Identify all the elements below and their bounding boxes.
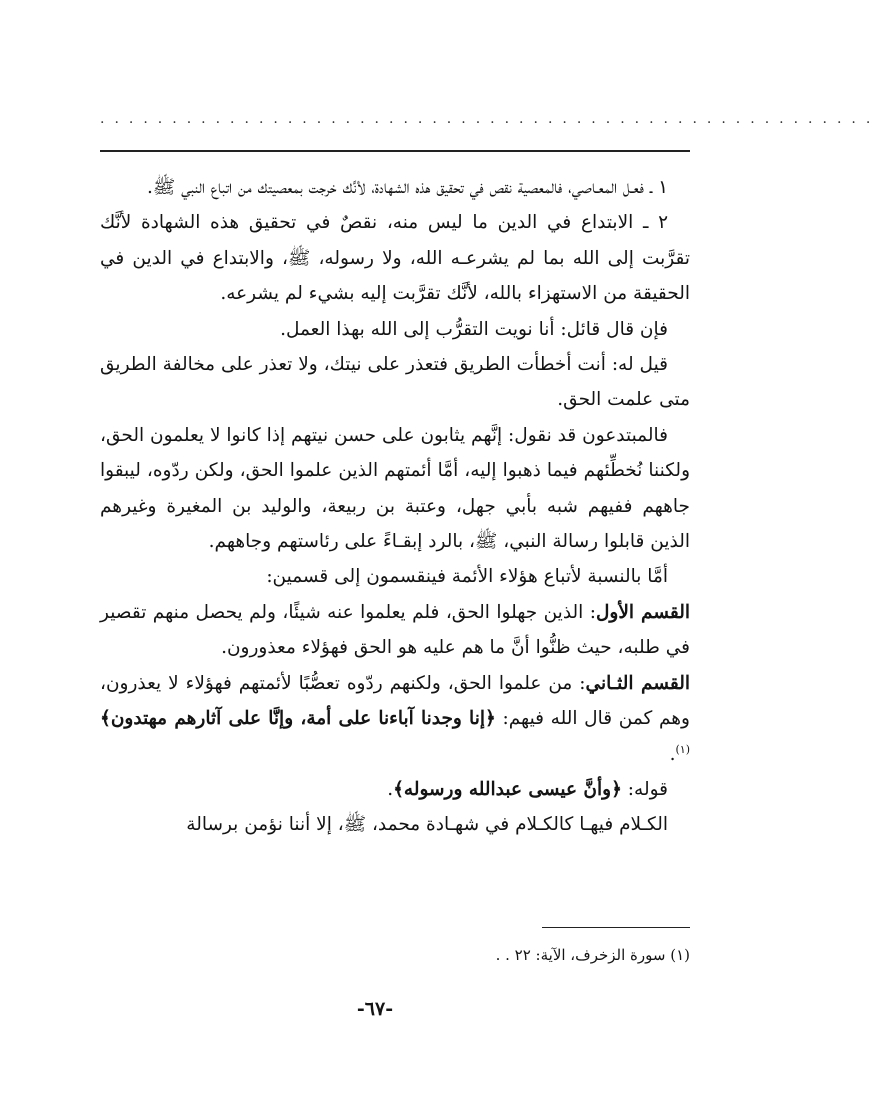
header-dotted-line: ......................................................	[100, 111, 880, 127]
bold-text: ﴿إنا وجدنا آباءنا على أمة، وإنَّا على آثارهم مهتدون﴾	[100, 708, 496, 730]
text-run: ٢ ـ الابتداع في الدين ما ليس منه، نقصٌ في تحقيق هذه الشهادة لأنَّك تقرَّبت إلى الله بما لم يشرعـه الله، ولا رسوله، ﷺ، والابتداع في الدين في الحقيقة من الاستهزاء بالله، لأنَّك تقرَّبت إليه بشيء لم يشرعه.	[100, 212, 690, 305]
text-run: .	[669, 743, 676, 765]
text-run: أمَّا بالنسبة لأتباع هؤلاء الأئمة فينقسمون إلى قسمين:	[266, 566, 668, 588]
main-text	[100, 170, 690, 843]
paragraph-p4	[100, 347, 690, 418]
paragraph-p1	[100, 170, 690, 205]
text-run: قيل له: أنت أخطأت الطريق فتعذر على نيتك، ولا تعذر على مخالفة الطريق متى علمت الحق.	[100, 354, 690, 411]
text-run: ١ ـ فعـل المعـاصي، فالمعصية نقص في تحقيق هذه الشهادة، لأنَّك خرجت بمعصيتك من اتباع النبي ﷺ.	[147, 177, 668, 198]
text-run: : الذين جهلوا الحق، فلم يعلموا عنه شيئًا، ولم يحصل منهم تقصير في طلبه، حيث ظنُّوا أنَّ ما هم عليه هو الحق فهؤلاء معذورون.	[100, 601, 690, 659]
bold-text: القسم الأول	[595, 601, 690, 623]
page-number: -٦٧-	[356, 998, 394, 1020]
bold-text: ﴿وأنَّ عيسى عبدالله ورسوله﴾	[393, 778, 622, 800]
header-rule	[100, 150, 690, 152]
paragraph-p7	[100, 595, 690, 666]
text-run: : من علموا الحق، ولكنهم ردّوه تعصُّبًا لأئمتهم فهؤلاء لا يعذرون، وهم كمن قال الله فيهم:	[100, 672, 690, 730]
paragraph-p8	[100, 666, 690, 772]
text-run: قوله:	[621, 778, 668, 800]
text-run: الكـلام فيهـا كالكـلام في شهـادة محمد، ﷺ، إلا أننا نؤمن برسالة	[186, 814, 668, 836]
paragraph-p3	[100, 312, 690, 347]
paragraph-p6	[100, 559, 690, 594]
footnote: (١) سورة الزخرف، الآية: ٢٢ . .	[495, 946, 690, 964]
text-run: فالمبتدعون قد نقول: إنَّهم يثابون على حسن نيتهم إذا كانوا لا يعلمون الحق، ولكننا نُخطِّئهم فيما ذهبوا إليه، أمَّا أئمتهم الذين علموا الحق، ولكن ردّوه، ليبقوا جاههم ففيهم شبه بأبي جهل، وعتبة بن ربيعة، والوليد بن المغيرة وغيرهم الذين قابلوا رسالة النبي، ﷺ، بالرد إبقـاءً على رئاستهم وجاههم.	[100, 424, 690, 553]
paragraph-p9	[100, 772, 690, 807]
footnote-rule	[542, 927, 690, 928]
paragraph-p10	[100, 807, 690, 842]
paragraph-p2	[100, 205, 690, 311]
bold-text: القسم الثـاني	[585, 672, 690, 694]
text-run: فإن قال قائل: أنا نويت التقرُّب إلى الله بهذا العمل.	[280, 318, 668, 340]
footnote-marker: (١)	[675, 742, 690, 756]
text-run: .	[387, 778, 394, 800]
paragraph-p5	[100, 418, 690, 560]
